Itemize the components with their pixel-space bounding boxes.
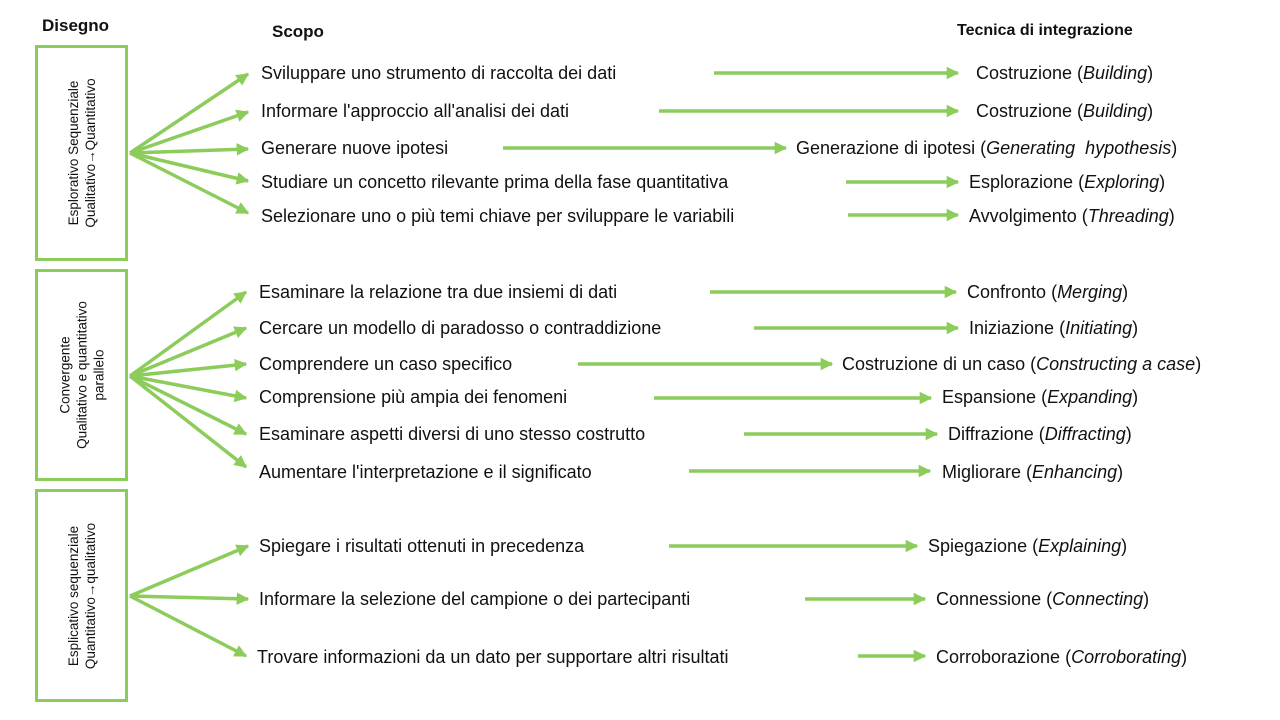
fan-arrow (130, 112, 248, 153)
technique-item: Connessione (Connecting) (936, 589, 1150, 609)
technique-item: Esplorazione (Exploring) (969, 172, 1166, 192)
technique-item: Costruzione (Building) (976, 63, 1154, 83)
design-box-exploratory (35, 45, 128, 261)
purpose-item: Sviluppare uno strumento di raccolta dei dati (261, 63, 617, 83)
technique-item: Costruzione di un caso (Constructing a case) (842, 354, 1202, 374)
technique-item: Espansione (Expanding) (942, 387, 1139, 407)
purpose-item: Trovare informazioni da un dato per supportare altri risultati (257, 647, 729, 667)
purpose-item: Aumentare l'interpretazione e il significato (259, 462, 592, 482)
purpose-item: Comprendere un caso specifico (259, 354, 513, 374)
fan-arrow (130, 596, 246, 656)
purpose-item: Cercare un modello di paradosso o contraddizione (259, 318, 662, 338)
purpose-item: Studiare un concetto rilevante prima della fase quantitativa (261, 172, 729, 192)
fan-arrow (130, 376, 246, 434)
fan-arrow (130, 153, 248, 181)
technique-header: Tecnica di integrazione (957, 22, 1133, 39)
design-box-convergent (35, 269, 128, 481)
fan-arrow (130, 596, 248, 599)
technique-item: Corroborazione (Corroborating) (936, 647, 1188, 667)
fan-arrow (130, 376, 246, 467)
purpose-item: Spiegare i risultati ottenuti in precedenza (259, 536, 585, 556)
technique-item: Costruzione (Building) (976, 101, 1154, 121)
technique-item: Migliorare (Enhancing) (942, 462, 1124, 482)
purpose-item: Generare nuove ipotesi (261, 138, 449, 158)
technique-item: Spiegazione (Explaining) (928, 536, 1128, 556)
design-label-convergent: Convergente Qualitativo e quantitativo parallelo (57, 301, 106, 449)
purpose-item: Informare l'approccio all'analisi dei dati (261, 101, 570, 121)
purpose-item: Selezionare uno o più temi chiave per sviluppare le variabili (261, 206, 735, 226)
purpose-item: Comprensione più ampia dei fenomeni (259, 387, 568, 407)
technique-item: Iniziazione (Initiating) (969, 318, 1139, 338)
technique-item: Diffrazione (Diffracting) (948, 424, 1132, 444)
design-label-explanatory: Esplicativo sequenziale Quantitativo→qualitativo (65, 522, 98, 669)
fan-arrow (130, 376, 246, 398)
design-label-exploratory: Esplorativo Sequenziale Qualitativo→Quantitativo (65, 78, 98, 228)
design-header: Disegno (42, 16, 110, 35)
technique-item: Confronto (Merging) (967, 282, 1129, 302)
fan-arrow (130, 74, 248, 153)
fan-arrow (130, 546, 248, 596)
fan-arrow (130, 153, 248, 213)
purpose-item: Informare la selezione del campione o dei partecipanti (259, 589, 691, 609)
purpose-item: Esaminare la relazione tra due insiemi di dati (259, 282, 618, 302)
purpose-header: Scopo (272, 22, 324, 41)
technique-item: Generazione di ipotesi (Generating hypothesis) (796, 138, 1178, 158)
fan-arrow (130, 149, 248, 153)
design-box-explanatory (35, 489, 128, 702)
technique-item: Avvolgimento (Threading) (969, 206, 1175, 226)
purpose-item: Esaminare aspetti diversi di uno stesso costrutto (259, 424, 646, 444)
